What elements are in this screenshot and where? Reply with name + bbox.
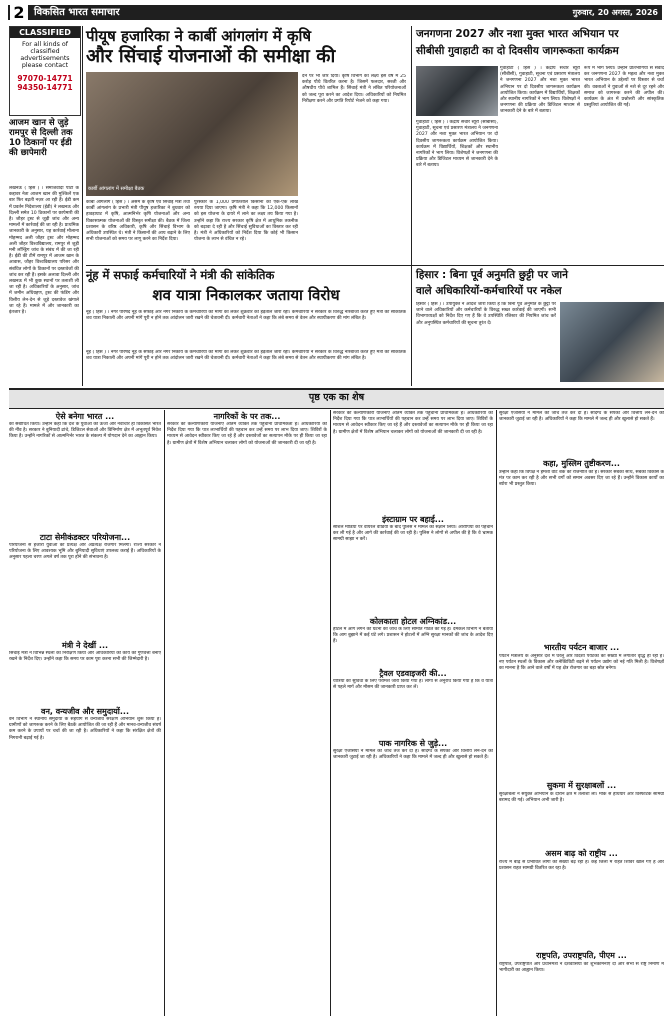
cont-body-11: पर्यटन मंत्रालय के अनुसार देश में घरेलू और विदेशी पर्यटकों की संख्या में लगातार वृद्धि हो रही है। नए पर्यटन स्थलों के विकास और कनेक्टिविटी बढ़ने से पर्यटन उद्योग को नई गति मिली है। विशेषज्ञों का मानना है कि आने वाले वर्षों में यह क्षेत्र रोजगार का बड़ा स्रोत बनेगा।	[499, 654, 664, 672]
right-story-body-col1: गुवाहाटी ( हिंस ) । केंद्रीय संचार ब्यूरो (सीबीसी), गुवाहाटी, सूचना एवं प्रसारण मंत्रालय ने जनगणना 2027 और नशा मुक्त भारत अभियान पर दो दिवसीय जागरूकता कार्यक्रम आयोजित किया। कार्यक्रम में विद्यार्थियों, शिक्षकों और स्थानीय नागरिकों ने भाग लिया। विशेषज्ञों ने जनगणना की प्रक्रिया और डिजिटल माध्यम से जानकारी देने के बारे में बताया।	[500, 66, 580, 115]
top-story-body-col3: दैने पर भी जोर दिया। कृषि विभाग का लक्ष्य इस वर्ष में 25 करोड़ पौधे वितरित करना है। जिसमें फलदार, सब्जी और औषधीय पौधे शामिल हैं। सिंचाई मंत्री ने लंबित परियोजनाओं को जल्द पूरा करने का आदेश दिया। अधिकारियों को नियमित निरीक्षण करने और प्रगति रिपोर्ट भेजने को कहा गया।	[302, 74, 406, 104]
cont-heading-12: सुकमा में सुरक्षाबलों ...	[546, 781, 617, 790]
cont-body-5b: सरकार की कल्याणकारी योजनाएं अंतिम व्यक्ति तक पहुंचाना प्राथमिकता है। अधिकारियों को निर्देश दिया गया कि पात्र लाभार्थियों की पहचान कर उन्हें समय पर लाभ दिया जाए। शिविरों के माध्यम से आवेदन स्वीकार किए जा रहे हैं और दस्तावेजों का सत्यापन मौके पर ही किया जा रहा है। ग्रामीण क्षेत्रों में विशेष अभियान चलाकर लोगों को योजनाओं की जानकारी दी जा रही है।	[333, 411, 493, 435]
cont-heading-13: असम बाढ़ को राष्ट्रीय ...	[545, 849, 618, 858]
cont-heading-11: भारतीय पर्यटन बाजार ...	[543, 643, 620, 652]
column-rule	[86, 265, 664, 266]
cont-heading-4: वन, वन्यजीव और समुदायों...	[41, 707, 129, 716]
top-story-body-col2: पुरस्कार के 1,000 प्रगतिशील किसानों को एक-एक लाख रुपया दिया जाएगा। कृषि मंत्री ने कहा कि 12,000 किसानों को इस योजना के दायरे में लाने का लक्ष्य तय किया गया है। उन्होंने कहा कि राज्य सरकार कृषि क्षेत्र में आधुनिक तकनीक को बढ़ावा दे रही है और सिंचाई सुविधाओं का विस्तार कर रही है। मंत्री ने अधिकारियों को निर्देश दिया कि कोई भी किसान योजना के लाभ से वंचित न रहे।	[194, 200, 298, 243]
cont-body-6: सोशल मीडिया पर वायरल वीडियो के बाद पुलिस ने मामले का संज्ञान लिया। आरोपियों की पहचान कर ली गई है और आगे की कार्रवाई की जा रही है। पुलिस ने लोगों से अपील की है कि वे भ्रामक सामग्री साझा न करें।	[333, 525, 493, 543]
third-story-headline-2: वाले अधिकारियों-कर्मचारियों पर नकेल	[416, 285, 562, 297]
cont-body-9b: सुरक्षा एजेंसियों ने मामले की जांच तेज कर दी है। संदिग्ध के संपर्कों और वित्तीय लेन-देन की जानकारी जुटाई जा रही है। अधिकारियों ने कहा कि मामले में जल्द ही और खुलासे हो सकते हैं।	[499, 411, 664, 423]
classified-line4: please contact	[21, 62, 69, 69]
cont-body-14: राष्ट्रपति, उपराष्ट्रपति और प्रधानमंत्री ने देशवासियों को शुभकामनाएं दीं और सभी से राष्ट्र निर्माण में भागीदारी का आह्वान किया।	[499, 962, 664, 974]
third-story-photo	[560, 302, 664, 382]
right-story-body-col2: रूप में भाग लिया। उन्होंने प्रतिभागियों से संवाद कर जनगणना 2027 के महत्व और नशा मुक्त भारत अभियान के उद्देश्यों पर विस्तार से चर्चा की। वक्ताओं ने युवाओं से नशे से दूर रहने और समाज को जागरूक करने की अपील की। कार्यक्रम के अंत में प्रश्नोत्तरी और सांस्कृतिक प्रस्तुतियां आयोजित की गईं।	[584, 66, 664, 109]
cont-body-5: सरकार की कल्याणकारी योजनाएं अंतिम व्यक्ति तक पहुंचाना प्राथमिकता है। अधिकारियों को निर्देश दिया गया कि पात्र लाभार्थियों की पहचान कर उन्हें समय पर लाभ दिया जाए। शिविरों के माध्यम से आवेदन स्वीकार किए जा रहे हैं और दस्तावेजों का सत्यापन मौके पर ही किया जा रहा है। ग्रामीण क्षेत्रों में विशेष अभियान चलाकर लोगों को योजनाओं की जानकारी दी जा रही है।	[167, 422, 327, 446]
column-rule	[330, 410, 331, 1016]
page-number: 2	[10, 3, 28, 22]
second-story-body: नूंह ( हिंस ) । नगर परिषद नूंह के सफाई और नगर निकाय के कर्मचारियों की मांगों को लेकर शुक्रवार को हड़ताल जारी रही। कर्मचारियों ने सरकार के विरुद्ध नारेबाजी करते हुए मंत्री की सांकेतिक शव यात्रा निकाली और अपनी मांगें पूरी न होने तक आंदोलन जारी रखने की चेतावनी दी। कर्मचारी नेताओं ने कहा कि लंबे समय से वेतन और स्थायीकरण की मांग लंबित है।	[86, 310, 406, 322]
classified-line2: classified	[30, 48, 60, 55]
top-story-photo-caption: कार्बी आंगलांग में समीक्षा बैठक	[88, 186, 145, 192]
cont-heading-14: राष्ट्रपति, उपराष्ट्रपति, पीएम ...	[536, 951, 627, 960]
cont-body-9: सुरक्षा एजेंसियों ने मामले की जांच तेज कर दी है। संदिग्ध के संपर्कों और वित्तीय लेन-देन की जानकारी जुटाई जा रही है। अधिकारियों ने कहा कि मामले में जल्द ही और खुलासे हो सकते हैं।	[333, 749, 493, 761]
right-story-photo	[416, 66, 498, 116]
cont-heading-8: ट्रैवल एडवाइजरी की...	[379, 669, 447, 678]
classified-line3: advertisements	[20, 55, 70, 62]
cont-body-10: उन्होंने कहा कि विपक्ष ने हमेशा वोट बैंक की राजनीति की है। सरकार सबका साथ, सबका विकास के मंत्र पर काम कर रही है और सभी वर्गों को समान अवसर दिए जा रहे हैं। उन्होंने विकास कार्यों का ब्योरा भी प्रस्तुत किया।	[499, 470, 664, 488]
third-story-headline-1: हिसार : बिना पूर्व अनुमति छुट्टी पर जाने	[416, 269, 568, 281]
column-rule	[164, 410, 165, 1016]
cont-heading-2: टाटा सेमीकंडक्टर परियोजना...	[39, 533, 131, 542]
cont-body-4: वन विभाग ने स्थानीय समुदायों के सहयोग से वन्यजीव संरक्षण अभियान शुरू किया है। ग्रामीणों को जागरूक करने के लिए बैठकें आयोजित की जा रही हैं और मानव-वन्यजीव संघर्ष कम करने के उपायों पर चर्चा की जा रही है। अधिकारियों ने कहा कि संरक्षित क्षेत्रों की निगरानी बढ़ाई गई है।	[9, 717, 161, 741]
cont-body-8: यात्रियों की सुविधा के लिए परामर्श जारी किया गया है। लोगों से अनुरोध किया गया है कि वे यात्रा से पहले मार्ग और मौसम की जानकारी प्राप्त कर लें।	[333, 679, 493, 691]
left-story-headline: आजम खान से जुड़े रामपुर से दिल्ली तक 10 ठिकानों पर ईडी की छापेमारी	[9, 118, 73, 158]
classified-box	[9, 26, 81, 116]
top-story-headline-2: और सिंचाई योजनाओं की समीक्षा की	[86, 46, 336, 67]
date-line: गुरुवार, 20 अगस्त, 2026	[572, 8, 658, 17]
section-banner-title: पृष्ठ एक का शेष	[308, 392, 365, 403]
cont-heading-10: कहा, मुस्लिम तुष्टीकरण...	[543, 459, 620, 468]
classified-title: CLASSIFIED	[10, 27, 80, 38]
cont-heading-9: पाक नागरिक से जुड़े...	[378, 739, 448, 748]
cont-body-1: को संबोधित किया। उन्होंने कहा कि देश के युवाओं की ऊर्जा और नवाचार ही विकसित भारत की नींव है। सरकार ने बुनियादी ढांचे, डिजिटल सेवाओं और विनिर्माण क्षेत्र में अभूतपूर्व निवेश किया है। उन्होंने नागरिकों से आत्मनिर्भर भारत के संकल्प में योगदान देने का आह्वान किया।	[9, 422, 161, 440]
cont-heading-3: मंत्री ने देखीं ...	[61, 641, 109, 650]
top-story-headline-1: पीयूष हजारिका ने कार्बी आंगलांग में कृषि	[86, 27, 312, 45]
cont-body-12: सुरक्षाबलों ने संयुक्त अभियान के दौरान क्षेत्र में तलाशी ली। मौके से हथियार और विस्फोटक सामग्री बरामद की गई। अभियान अभी जारी है।	[499, 792, 664, 804]
third-story-body: हिसार ( हिंस ) । उपायुक्त ने आदेश जारी किया है कि बिना पूर्व अनुमति के छुट्टी पर जाने वाले अधिकारियों और कर्मचारियों के विरुद्ध सख्त कार्रवाई की जाएगी। सभी विभागाध्यक्षों को निर्देश दिए गए हैं कि वे उपस्थिति रजिस्टर की नियमित जांच करें और अनुपस्थित कर्मचारियों की सूचना तुरंत दें।	[416, 302, 556, 326]
right-story-body-lower: गुवाहाटी ( हिंस ) । केंद्रीय संचार ब्यूरो (सीबीसी), गुवाहाटी, सूचना एवं प्रसारण मंत्रालय ने जनगणना 2027 और नशा मुक्त भारत अभियान पर दो दिवसीय जागरूकता कार्यक्रम आयोजित किया। कार्यक्रम में विद्यार्थियों, शिक्षकों और स्थानीय नागरिकों ने भाग लिया। विशेषज्ञों ने जनगणना की प्रक्रिया और डिजिटल माध्यम से जानकारी देने के बारे में बताया।	[416, 120, 498, 169]
second-story-headline-2: शव यात्रा निकालकर जताया विरोध	[152, 286, 340, 304]
cont-heading-6: इंस्टाग्राम पर बहाई...	[382, 515, 444, 524]
column-rule	[82, 26, 83, 386]
right-story-headline-2: सीबीसी गुवाहाटी का दो दिवसीय जागरूकता कार्यक्रम	[416, 45, 619, 57]
column-rule	[496, 410, 497, 1016]
cont-body-7: होटल में आग लगने की घटना की जांच के लिए समिति गठित की गई है। दमकल विभाग ने बताया कि आग बुझाने में कई घंटे लगे। प्रशासन ने होटलों में अग्नि सुरक्षा मानकों की जांच के आदेश दिए हैं।	[333, 627, 493, 645]
classified-line1: For all kinds of	[22, 41, 68, 48]
right-story-headline-1: जनगणना 2027 और नशा मुक्त भारत अभियान पर	[416, 28, 619, 40]
cont-heading-5: नागरिकों के पर तक...	[213, 412, 281, 421]
cont-heading-1: ऐसे बनेगा भारत ...	[55, 412, 115, 421]
second-story-headline-1: नूंह में सफाई कर्मचारियों ने मंत्री की सांकेतिक	[86, 268, 275, 282]
second-story-body-2: नूंह ( हिंस ) । नगर परिषद नूंह के सफाई और नगर निकाय के कर्मचारियों की मांगों को लेकर शुक्रवार को हड़ताल जारी रही। कर्मचारियों ने सरकार के विरुद्ध नारेबाजी करते हुए मंत्री की सांकेतिक शव यात्रा निकाली और अपनी मांगें पूरी न होने तक आंदोलन जारी रखने की चेतावनी दी। कर्मचारी नेताओं ने कहा कि लंबे समय से वेतन और स्थायीकरण की मांग लंबित है।	[86, 350, 406, 362]
left-story-body: लखनऊ ( हिंस ) । समाजवादी पार्टी के कद्दावर नेता आजम खान की मुश्किलें एक बार फिर बढ़ती नज़र आ रही हैं। ईडी कम में प्रवर्तन निदेशालय (ईडी) ने लखनऊ और दिल्ली समेत 10 ठिकानों पर छापेमारी की है। जौहर ट्रस्ट से जुड़ी जांच और अन्य मामलों में कार्रवाई की जा रही है। प्राथमिक जानकारी के अनुसार, यह कार्रवाई मौलाना मोहम्मद अली जौहर ट्रस्ट और मोहम्मद अली जौहर विश्वविद्यालय, रामपुर से जुड़ी मनी लॉन्ड्रिंग जांच के संबंध में की जा रही है। ईडी की टीमें रामपुर में आजम खान के आवास, जौहर विश्वविद्यालय परिसर और संबंधित लोगों के ठिकानों पर दस्तावेजों की जांच कर रही हैं। इसके अलावा दिल्ली और लखनऊ में भी कुछ स्थानों पर तलाशी ली जा रही है। अधिकारियों के अनुसार, जांच में जमीन अधिग्रहण, ट्रस्ट की फंडिंग और वित्तीय लेन-देन से जुड़े दस्तावेज खंगाले जा रहे हैं। मामले में और जानकारी का इंतजार है।	[9, 186, 79, 316]
paper-name: विकसित भारत समाचार	[34, 7, 120, 18]
column-rule	[411, 26, 412, 386]
cont-body-2: परियोजना से हजारों युवाओं को प्रत्यक्ष और अप्रत्यक्ष रोजगार मिलेगा। राज्य सरकार ने परियोजना के लिए आवश्यक भूमि और बुनियादी सुविधाएं उपलब्ध कराई हैं। अधिकारियों के अनुसार पहला चरण अगले वर्ष तक पूरा होने की संभावना है।	[9, 543, 161, 561]
top-story-body-col1: कार्बी आंगलांग ( हिंस ) । असम के कृषि एवं सिंचाई मंत्री तथा कार्बी आंगलांग के प्रभारी मंत्री पीयूष हजारिका ने बुधवार को हावड़ाघाट में कृषि, आत्मनिर्भर कृषि योजनाओं और अन्य विकासात्मक योजनाओं की विस्तृत समीक्षा की। बैठक में जिला प्रशासन के वरिष्ठ अधिकारी, कृषि और सिंचाई विभाग के अधिकारी उपस्थित थे। मंत्री ने किसानों की आय बढ़ाने के लिए सभी योजनाओं को समय पर लागू करने का निर्देश दिया।	[86, 200, 190, 243]
classified-phone-1: 97070-14771	[17, 74, 73, 83]
top-story-photo	[86, 72, 298, 196]
cont-body-3: सिंचाई मंत्री ने विभिन्न स्थलों का निरीक्षण किया और अधिकारियों को कार्य की गुणवत्ता बनाए रखने के निर्देश दिए। उन्होंने कहा कि समय पर काम पूरा करना सभी की जिम्मेदारी है।	[9, 651, 161, 663]
cont-body-13: राज्य में बाढ़ से प्रभावित लोगों की संख्या बढ़ रही है। कई जिलों में राहत शिविर खोले गए हैं और प्रशासन राहत सामग्री वितरित कर रहा है।	[499, 860, 664, 872]
cont-heading-7: कोलकाता होटल अग्निकांड...	[369, 617, 457, 626]
classified-phone-2: 94350-14771	[17, 83, 73, 92]
